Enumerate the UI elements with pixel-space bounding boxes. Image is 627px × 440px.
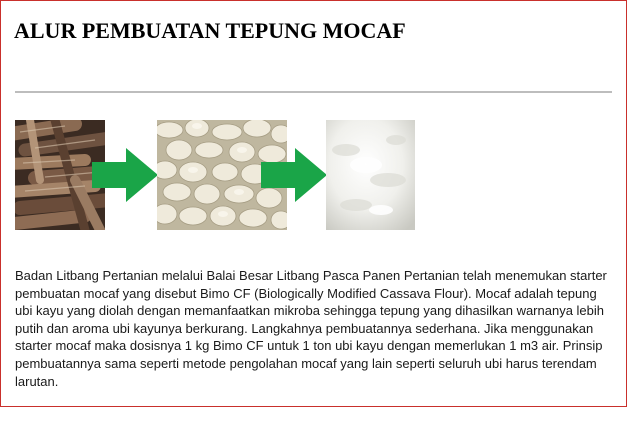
right-arrow-icon (261, 148, 327, 207)
process-flow (15, 120, 415, 230)
page-title: ALUR PEMBUATAN TEPUNG MOCAF (14, 18, 406, 43)
article-paragraph: Badan Litbang Pertanian melalui Balai Besar Litbang Pasca Panen Pertanian telah menemukan starter pembuatan mocaf yang disebut Bimo CF (Biologically Modified Cassava Flour). Mocaf adalah tepung ubi kayu yang diolah dengan memanfaatkan mikroba sehingga tepung yang dihasilkan warnanya lebih putih dan aroma ubi kayunya berkurang. Langkahnya pembuatannya sederhana. Jika menggunakan starter mocaf maka dosisnya 1 kg Bimo CF untuk 1 ton ubi kayu dengan memerlukan 1 m3 air. Prinsip pembuatannya sama seperti metode pengolahan mocaf yang lain seperti seluruh ubi harus terendam larutan. (15, 268, 607, 389)
cassava-flour-photo (326, 120, 415, 230)
divider (15, 91, 612, 93)
right-arrow-icon (92, 148, 158, 207)
